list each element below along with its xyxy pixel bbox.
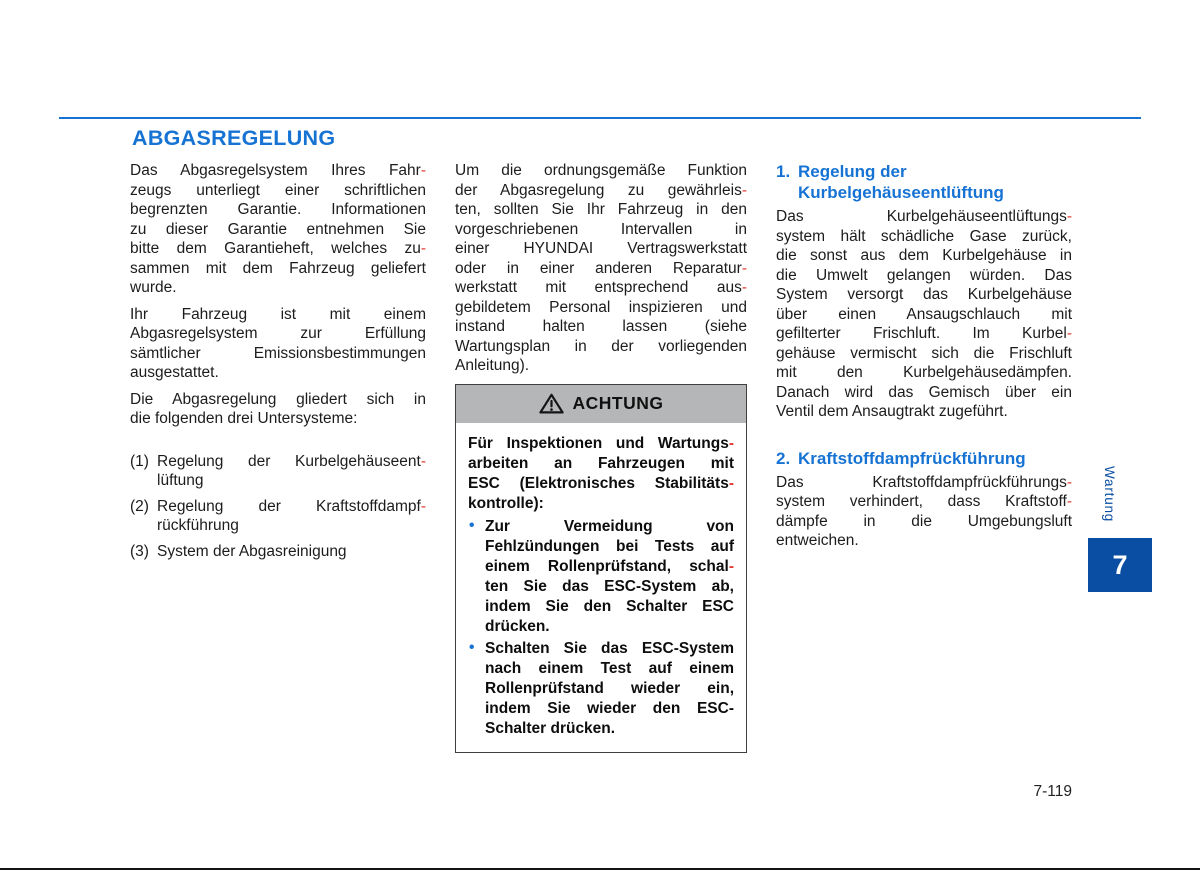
top-rule <box>59 117 1141 119</box>
caution-bullet <box>468 517 734 637</box>
section-1-heading <box>776 161 1072 203</box>
paragraph: Das Kurbelgehäuseentlüftungs- system hält schädliche Gase zurück, die sonst aus dem Kurbelgehäuse in die Umwelt gelangen würden. Das System versorgt das Kurbelgehäuse über einen Ansaugschlauch mit gefilterter Frischluft. Im Kurbel- gehäuse vermischt sich die Frischluft mit den Kurbelgehäusedämpfen. Danach wird das Gemisch über ein Ventil dem Ansaugtrakt zugeführt. <box>776 208 1072 420</box>
caution-bullet-text: Zur Vermeidung von Fehlzündungen bei Tests auf einem Rollenprüfstand, schal- ten Sie das ESC-System ab, indem Sie den Schalter ESC drücken. <box>485 517 734 635</box>
paragraph: Das Kraftstoffdampfrückführungs- system verhindert, dass Kraftstoff- dämpfe in die Umgebungsluft entweichen. <box>776 473 1072 549</box>
content-columns <box>130 161 1074 753</box>
chapter-tab-label: Wartung <box>1102 466 1117 523</box>
caution-box <box>455 384 747 753</box>
column-1 <box>130 161 426 567</box>
list-item-marker: (3) <box>130 542 149 560</box>
section-number: 2. <box>776 448 791 468</box>
paragraph: Ihr Fahrzeug ist mit einem Abgasregelsystem zur Erfüllung sämtlicher Emissionsbestimmungen ausgestattet. <box>130 305 426 381</box>
list-item <box>130 497 426 536</box>
section-title: Regelung der Kurbelgehäuseentlüftung <box>798 162 1004 202</box>
bullet-icon: • <box>469 638 475 656</box>
chapter-number: 7 <box>1112 549 1128 580</box>
list-item-marker: (2) <box>130 497 149 515</box>
section-title: Kraftstoffdampfrückführung <box>798 448 1026 468</box>
list-item-text: System der Abgasreinigung <box>157 542 347 560</box>
list-item <box>130 452 426 491</box>
section-2-heading <box>776 448 1072 469</box>
page-title: ABGASREGELUNG <box>132 126 336 150</box>
column-3 <box>776 161 1072 558</box>
list-item-text: Regelung der Kraftstoffdampf- rückführung <box>157 497 426 534</box>
paragraph: Um die ordnungsgemäße Funktion der Abgasregelung zu gewährleis- ten, sollten Sie Ihr Fahrzeug in den vorgeschriebenen Intervallen in einer HYUNDAI Vertragswerkstatt oder in einer anderen Reparatur- werkstatt mit entsprechend aus- gebildetem Personal inspizieren und instand halten lassen (siehe Wartungsplan in der vorliegenden Anleitung). <box>455 162 747 374</box>
page-number: 7-119 <box>1033 783 1072 800</box>
warning-icon <box>539 393 564 414</box>
list-item-marker: (1) <box>130 452 149 470</box>
caution-title: ACHTUNG <box>572 392 664 413</box>
caution-bullet <box>468 639 734 739</box>
caution-bullet-text: Schalten Sie das ESC-System nach einem Test auf einem Rollenprüfstand wieder ein, indem Sie wieder den ESC- Schalter drücken. <box>485 639 734 737</box>
caution-intro: Für Inspektionen und Wartungs- arbeiten an Fahrzeugen mit ESC (Elektronisches Stabilitäts- kontrolle): <box>468 434 734 512</box>
list-item <box>130 542 426 562</box>
caution-header <box>456 385 746 423</box>
bottom-rule <box>0 868 1200 870</box>
subsystem-list <box>130 452 426 562</box>
bullet-icon: • <box>469 516 475 534</box>
paragraph: Das Abgasregelsystem Ihres Fahr- zeugs unterliegt einer schriftlichen begrenzten Garantie. Informationen zu dieser Garantie entnehmen Sie bitte dem Garantieheft, welches zu- sammen mit dem Fahrzeug geliefert wurde. <box>130 162 426 296</box>
column-2 <box>455 161 747 753</box>
list-item-text: Regelung der Kurbelgehäuseent- lüftung <box>157 452 426 489</box>
chapter-number-badge <box>1088 538 1152 592</box>
paragraph: Die Abgasregelung gliedert sich in die folgenden drei Untersysteme: <box>130 390 426 427</box>
section-number: 1. <box>776 162 791 181</box>
caution-body <box>456 423 746 752</box>
